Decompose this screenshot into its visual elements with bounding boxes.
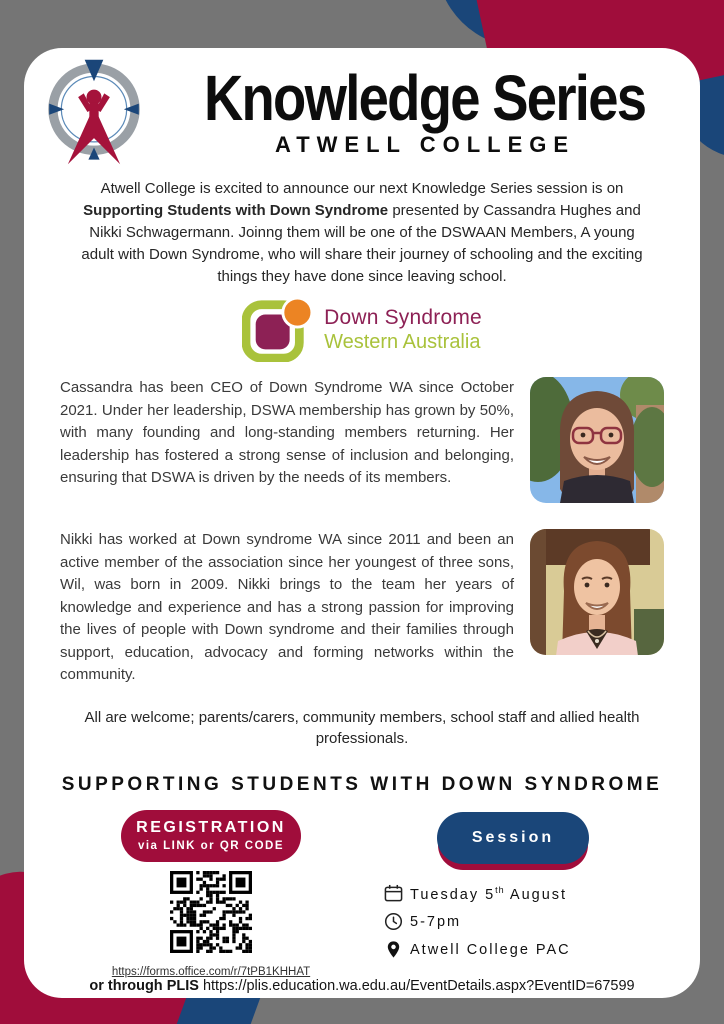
dswa-line2: Western Australia [324, 331, 481, 354]
location-pin-icon [384, 940, 403, 959]
dswa-logo [60, 298, 664, 362]
session-location: Atwell College PAC [410, 941, 571, 958]
intro-post: presented by Cassandra Hughes and Nikki Schwagermann. Joinng them will be one of the DSWAAN Members, A young adult with Down Syndrome, who will share their journey of schooling and the exciting things they have done since leaving school. [81, 202, 643, 286]
qr-code [170, 871, 252, 953]
registration-link[interactable]: https://forms.office.com/r/7tPB1KHHAT [111, 966, 311, 979]
nikki-bio-text: Nikki has worked at Down syndrome WA since 2011 and been an active member of the association since her youngest of three sons, Wil, was born in 2009. Nikki brings to the team her years of knowledge and experience and has a strong passion for improving the lives of people with Down syndrome and their families through support, education, advocacy and forming networks within the community. [60, 531, 514, 684]
page-subtitle: ATWELL COLLEGE [274, 132, 576, 157]
intro-paragraph [72, 178, 652, 288]
footer-plis-link[interactable]: https://plis.education.wa.edu.au/EventDetails.aspx?EventID=67599 [198, 978, 635, 995]
page-title: Knowledge Series [204, 62, 646, 134]
flyer-card [24, 48, 700, 998]
atwell-college-logo-icon [39, 56, 149, 168]
dswa-logo-icon [242, 298, 314, 362]
welcome-text: All are welcome; parents/carers, community members, school staff and allied health professionals. [84, 708, 640, 748]
registration-button[interactable] [121, 810, 301, 862]
decorative-blue-band-bottom [177, 995, 262, 1024]
session-heading: SUPPORTING STUDENTS WITH DOWN SYNDROME [61, 774, 663, 796]
calendar-icon [384, 884, 403, 903]
decorative-crimson-band-bottom [0, 995, 196, 1024]
intro-bold: Supporting Students with Down Syndrome [83, 202, 389, 220]
registration-label: REGISTRATION [136, 819, 286, 837]
dswa-logo-text [324, 306, 482, 354]
registration-column [60, 810, 362, 978]
session-button[interactable]: Session [437, 812, 589, 864]
clock-icon [384, 912, 403, 931]
title-block [165, 62, 684, 158]
intro-pre: Atwell College is excited to announce our next Knowledge Series session is on [100, 180, 624, 197]
nikki-photo [530, 529, 664, 655]
footer-line [60, 978, 664, 998]
dswa-line1: Down Syndrome [324, 306, 482, 330]
session-time-row [384, 912, 571, 931]
session-date-row [384, 884, 571, 903]
session-location-row [384, 940, 571, 959]
header [60, 56, 664, 168]
nikki-bio-row [60, 529, 664, 687]
registration-sublabel: via LINK or QR CODE [137, 840, 285, 853]
session-time: 5-7pm [410, 913, 462, 930]
cassandra-bio-row [60, 377, 664, 503]
cassandra-bio-text: Cassandra has been CEO of Down Syndrome WA since October 2021. Under her leadership, DSWA membership has grown by 50%, with many founding and long-standing members returning. Her leadership has fostered a strong sense of inclusion and belonging, ensuring that DSWA is driven by the needs of its members. [60, 379, 514, 487]
session-date: Tuesday 5th August [410, 884, 568, 903]
bottom-grid [60, 810, 664, 978]
cassandra-photo [530, 377, 664, 503]
session-column [362, 810, 664, 978]
footer-bold: or through PLIS [89, 978, 199, 995]
session-details [384, 884, 571, 959]
